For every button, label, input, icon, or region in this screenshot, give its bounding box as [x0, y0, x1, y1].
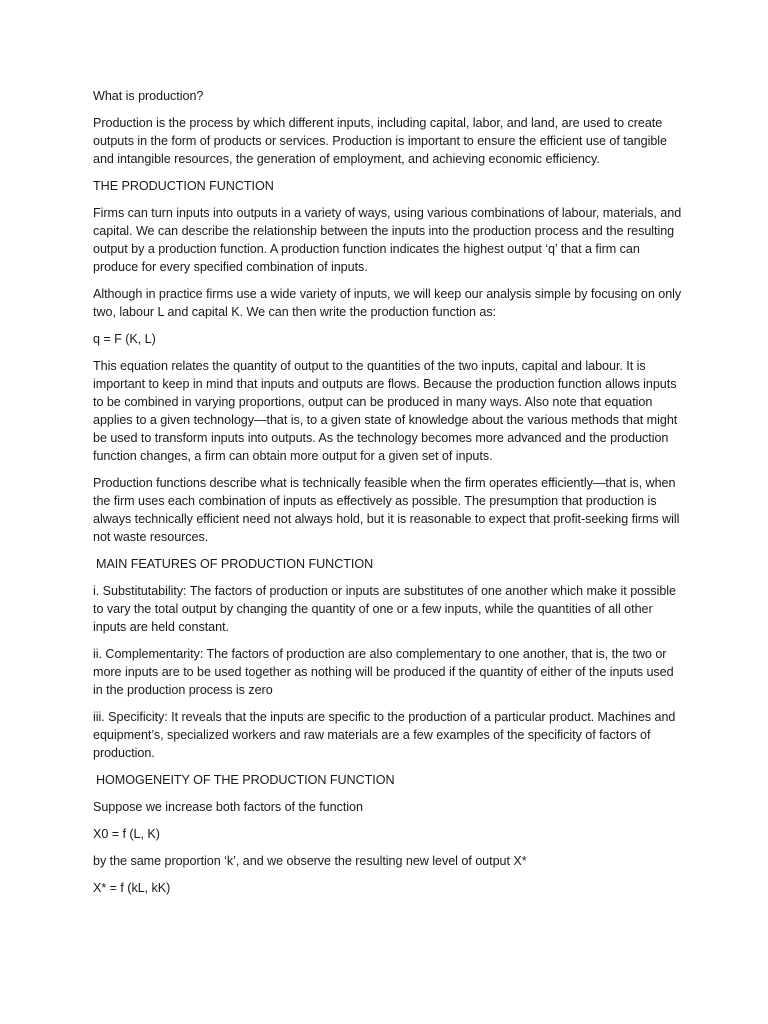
- question-heading: What is production?: [93, 89, 204, 103]
- equation-production-function: q = F (K, L): [93, 332, 156, 346]
- feature-substitutability: i. Substitutability: The factors of production or inputs are substitutes of one another which make it possible to vary the total output by changing the quantity of one or a few inputs, while the quantities of all other inputs are held constant.: [93, 584, 676, 634]
- paragraph-same-proportion: by the same proportion ‘k’, and we observe the resulting new level of output X*: [93, 854, 527, 868]
- paragraph-firms-inputs: Firms can turn inputs into outputs in a variety of ways, using various combinations of labour, materials, and capital. We can describe the relationship between the inputs into the production process and the resulting output by a production function. A production function indicates the highest output ‘q’ that a firm can produce for every specified combination of inputs.: [93, 206, 682, 274]
- section-heading-homogeneity: HOMOGENEITY OF THE PRODUCTION FUNCTION: [96, 773, 395, 787]
- paragraph-production-definition: Production is the process by which different inputs, including capital, labor, and land, are used to create outputs in the form of products or services. Production is important to ensure the efficient use of tangible and intangible resources, the generation of employment, and achieving economic efficiency.: [93, 116, 667, 166]
- paragraph-increase-factors: Suppose we increase both factors of the function: [93, 800, 363, 814]
- paragraph-two-inputs: Although in practice firms use a wide variety of inputs, we will keep our analysis simple by focusing on only two, labour L and capital K. We can then write the production function as:: [93, 287, 682, 319]
- equation-initial-output: X0 = f (L, K): [93, 827, 160, 841]
- paragraph-technical-feasibility: Production functions describe what is technically feasible when the firm operates efficiently—that is, when the firm uses each combination of inputs as effectively as possible. The presumption that production is always technically efficient need not always hold, but it is reasonable to expect that profit-seeking firms will not waste resources.: [93, 476, 680, 544]
- equation-new-output: X* = f (kL, kK): [93, 881, 171, 895]
- paragraph-equation-explanation: This equation relates the quantity of output to the quantities of the two inputs, capital and labour. It is important to keep in mind that inputs and outputs are flows. Because the production function allows inputs to be combined in varying proportions, output can be produced in many ways. Also note that equation applies to a given technology—that is, to a given state of knowledge about the various methods that might be used to transform inputs into outputs. As the technology becomes more advanced and the production function changes, a firm can obtain more output for a given set of inputs.: [93, 359, 678, 463]
- feature-complementarity: ii. Complementarity: The factors of production are also complementary to one another, that is, the two or more inputs are to be used together as nothing will be produced if the quantity of either of the inputs used in the production process is zero: [93, 647, 674, 697]
- feature-specificity: iii. Specificity: It reveals that the inputs are specific to the production of a particular product. Machines and equipment’s, specialized workers and raw materials are a few examples of the specificity of factors of production.: [93, 710, 676, 760]
- section-heading-main-features: MAIN FEATURES OF PRODUCTION FUNCTION: [96, 557, 374, 571]
- document-page: [93, 87, 683, 906]
- section-heading-production-function: THE PRODUCTION FUNCTION: [93, 179, 274, 193]
